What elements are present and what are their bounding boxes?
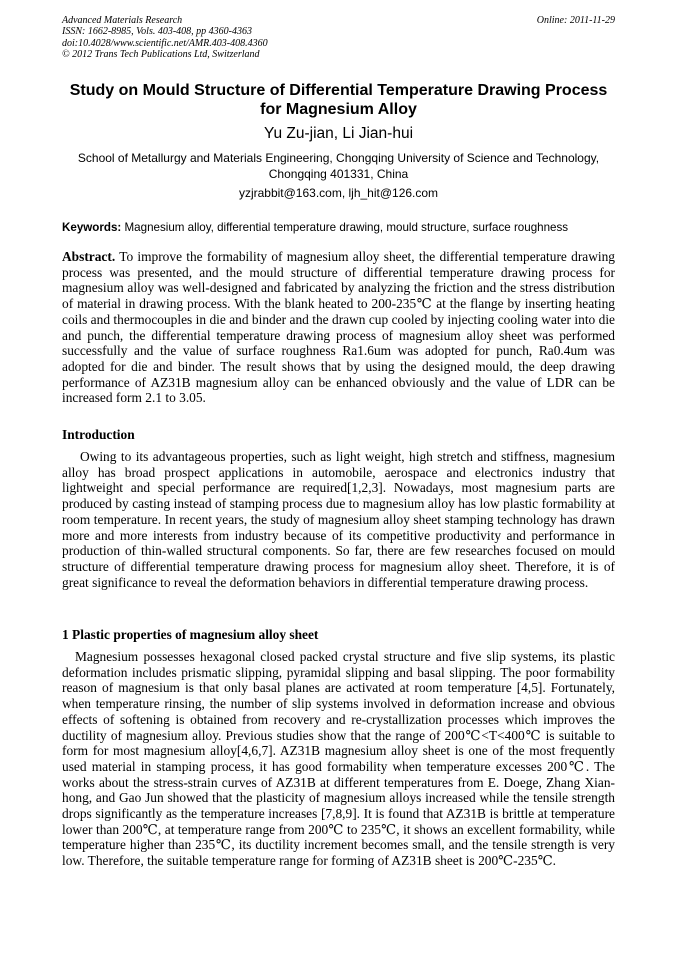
introduction-text: Owing to its advantageous properties, such as light weight, high stretch and stiffness, magnesium alloy has broad prospect applications in automobile, aerospace and electronics industry that lightweight and special performance are required[1,2,3]. Nowadays, most magnesium parts are produced by casting instead of stamping process due to magnesium alloy has low plastic formability at room temperature. In recent years, the study of magnesium alloy sheet stamping technology has drawn more and more interests from industry because of its competitive productivity and performance in production of thin-walled structural components. So far, there are few researches focused on mould structure of differential temperature drawing process for magnesium alloy sheet. Therefore, it is of great significance to reveal the deformation behaviors in differential temperature drawing process.	[62, 449, 615, 590]
online-date: Online: 2011-11-29	[536, 15, 615, 26]
section-1-heading: 1 Plastic properties of magnesium alloy sheet	[62, 627, 319, 642]
title-line-1: Study on Mould Structure of Differential Temperature Drawing Process	[69, 82, 608, 99]
section-1-text: Magnesium possesses hexagonal closed packed crystal structure and five slip systems, its plastic deformation includes prismatic slipping, pyramidal slipping and basal slipping. The poor formability reason of magnesium is that only basal planes are activated at room temperature [4,5]. Fortunately, when temperature rinsing, the number of slip systems involved in deformation increase and obvious effects of softening is obtained from recovery and re-crystallization processes which improves the ductility of magnesium alloy. Previous studies show that the range of 200℃<T<400℃ is suitable to form for most magnesium alloy[4,6,7]. AZ31B magnesium alloy sheet is one of the most frequently used material in stamping process, it has good formability when temperature excesses 200℃. The works about the stress-strain curves of AZ31B at different temperatures from E. Doege, Zhang Xian-hong, and Gao Jun showed that the plasticity of magnesium alloys increased while the tensile strength drops significantly as the temperature increases [7,8,9]. It is found that AZ31B is brittle at temperature lower than 200℃, at temperature range from 200℃ to 235℃, it shows an excellent formability, while temperature higher than 235℃, its ductility increment becomes small, and the tensile strength is very low. Therefore, the suitable temperature range for forming of AZ31B sheet is 200℃-235℃.	[62, 649, 615, 869]
affiliation-line-2: Chongqing 401331, China	[268, 166, 409, 181]
affiliation-line-1: School of Metallurgy and Materials Engineering, Chongqing University of Science and Technology,	[77, 151, 600, 165]
keywords-label: Keywords:	[62, 221, 122, 234]
journal-header	[62, 15, 615, 60]
journal-name: Advanced Materials Research	[62, 15, 183, 26]
issn-line: ISSN: 1662-8985, Vols. 403-408, pp 4360-4363	[62, 26, 252, 38]
title-line-2: for Magnesium Alloy	[260, 101, 417, 118]
abstract	[62, 249, 615, 406]
authors: Yu Zu-jian, Li Jian-hui	[263, 125, 414, 142]
abstract-label: Abstract.	[62, 249, 116, 264]
affiliation	[62, 151, 615, 182]
abstract-text: To improve the formability of magnesium alloy sheet, the differential temperature drawing process was presented, and the mould structure of differential temperature drawing process for magnesium alloy was well-designed and fabricated by analyzing the friction and the stress distribution of material in drawing process. With the blank heated to 200-235℃ at the flange by inserting heating coils and thermocouples in die and binder and the drawn cup cooled by injecting cooling water into die and punch, the differential temperature drawing process of magnesium alloy sheet was performed successfully and the value of surface roughness Ra1.6um was adopted for punch, Ra0.4um was adopted for die and binder. The result shows that by using the designed mould, the deep drawing performance of AZ31B magnesium alloy can be enhanced obviously and the value of LDR can be increased form 2.1 to 3.05.	[62, 249, 616, 406]
keywords-text: Magnesium alloy, differential temperature drawing, mould structure, surface roughness	[124, 221, 569, 234]
doi-line: doi:10.4028/www.scientific.net/AMR.403-408.4360	[62, 37, 268, 49]
copyright-line: © 2012 Trans Tech Publications Ltd, Switzerland	[62, 48, 260, 60]
author-emails: yzjrabbit@163.com, ljh_hit@126.com	[238, 186, 439, 200]
paper-title	[62, 81, 615, 119]
introduction-heading: Introduction	[62, 427, 135, 442]
keywords	[62, 220, 617, 235]
